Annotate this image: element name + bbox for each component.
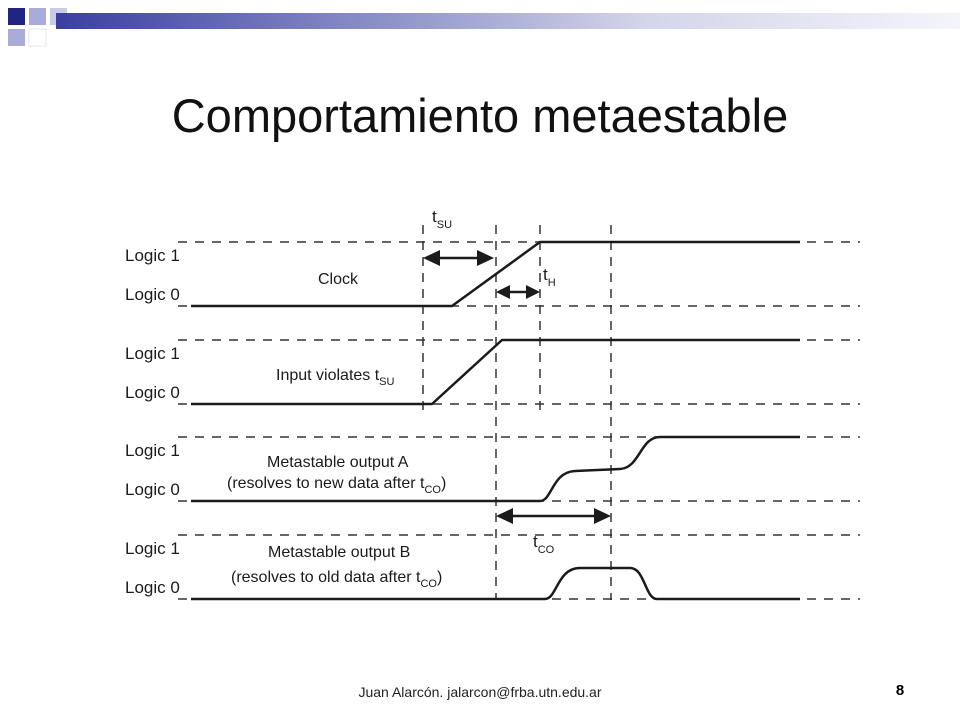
input-label: Input violates $t_{SU}$ [276,367,395,388]
logic-labels [125,246,180,597]
output-b-title: Metastable output B [268,544,411,561]
tsu-symbol: $t_{SU}$ [432,207,453,231]
tco-arrow [496,508,611,524]
logic-1-label: Logic 1 [125,539,180,558]
th-arrow [496,285,540,299]
clock-label: Clock [318,271,359,288]
logic-1-label: Logic 1 [125,344,180,363]
page-number: 8 [895,682,905,699]
logic-1-label: Logic 1 [125,441,180,460]
tsu-arrow [423,250,494,266]
logic-1-label: Logic 1 [125,246,180,265]
output-a-note: (resolves to new data after $t_{CO}$) [227,475,447,496]
timing-markers [423,225,611,600]
tco-symbol: $t_{CO}$ [533,532,555,556]
output-a-title: Metastable output A [267,454,409,471]
footer-author: Juan Alarcón. jalarcon@frba.utn.edu.ar [358,684,602,700]
output-b-note: (resolves to old data after $t_{CO}$) [231,569,443,590]
logic-0-label: Logic 0 [125,285,180,304]
th-symbol: $t_H$ [543,265,556,289]
logic-0-label: Logic 0 [125,480,180,499]
slide-title: Comportamiento metaestable [171,89,789,142]
logic-0-label: Logic 0 [125,383,180,402]
logic-0-label: Logic 0 [125,578,180,597]
